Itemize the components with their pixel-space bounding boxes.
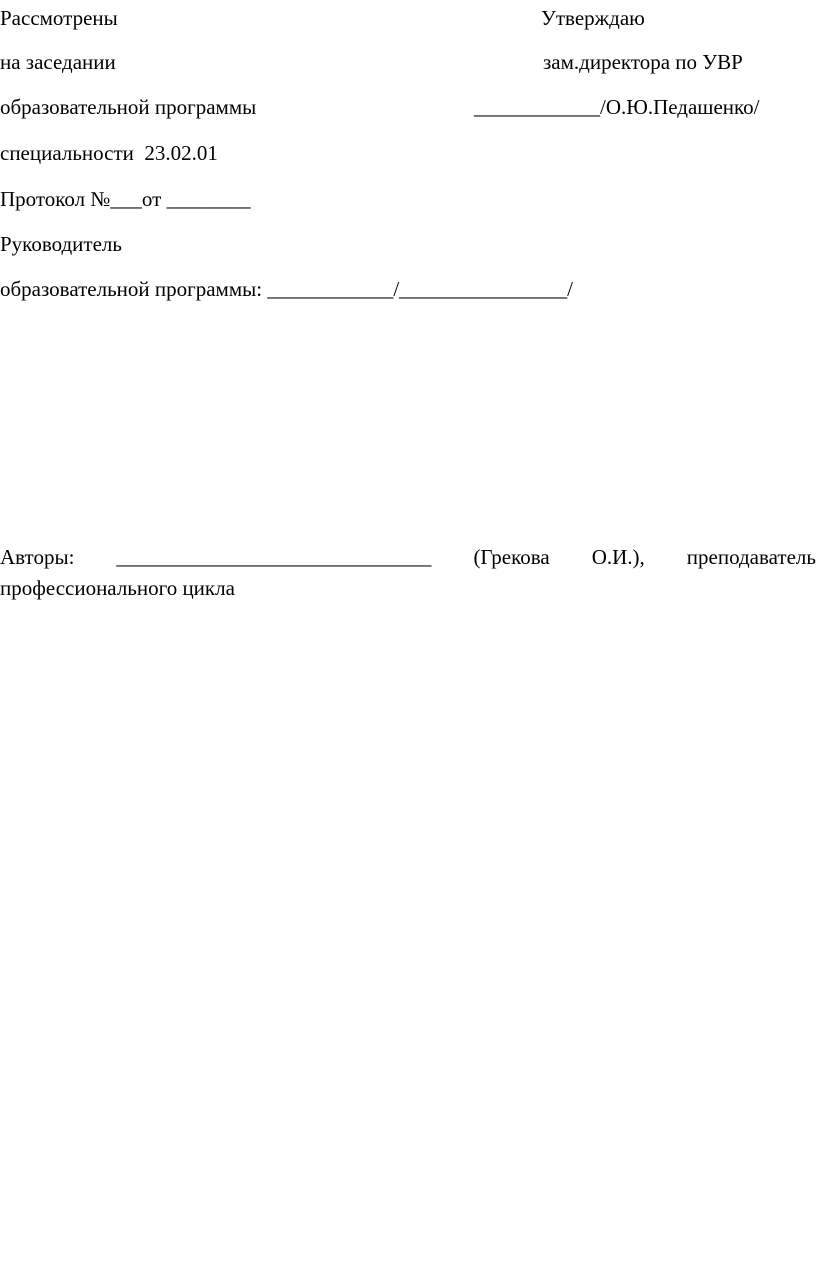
authors-label: Авторы: xyxy=(0,545,75,569)
author-role: преподаватель xyxy=(686,545,816,569)
approve-label: Утверждаю xyxy=(541,6,645,30)
program-head-signature-line: образовательной программы: ____________/________________/ xyxy=(0,277,573,301)
deputy-director-signature-line: ____________/О.Ю.Педашенко/ xyxy=(474,95,760,119)
meeting-label: на заседании xyxy=(0,50,116,74)
head-label: Руководитель xyxy=(0,232,122,256)
author-initials: О.И.), xyxy=(591,545,645,569)
specialty-label: специальности 23.02.01 xyxy=(0,141,218,165)
reviewed-label: Рассмотрены xyxy=(0,6,118,30)
program-label: образовательной программы xyxy=(0,95,257,119)
authors-row xyxy=(0,545,816,569)
authors-signature-blank: ______________________________ xyxy=(116,545,432,569)
author-role-continuation: профессионального цикла xyxy=(0,576,235,600)
deputy-director-label: зам.директора по УВР xyxy=(543,50,743,74)
authors-paragraph xyxy=(0,545,816,600)
protocol-field: Протокол №___от ________ xyxy=(0,187,251,211)
author-name: (Грекова xyxy=(473,545,550,569)
